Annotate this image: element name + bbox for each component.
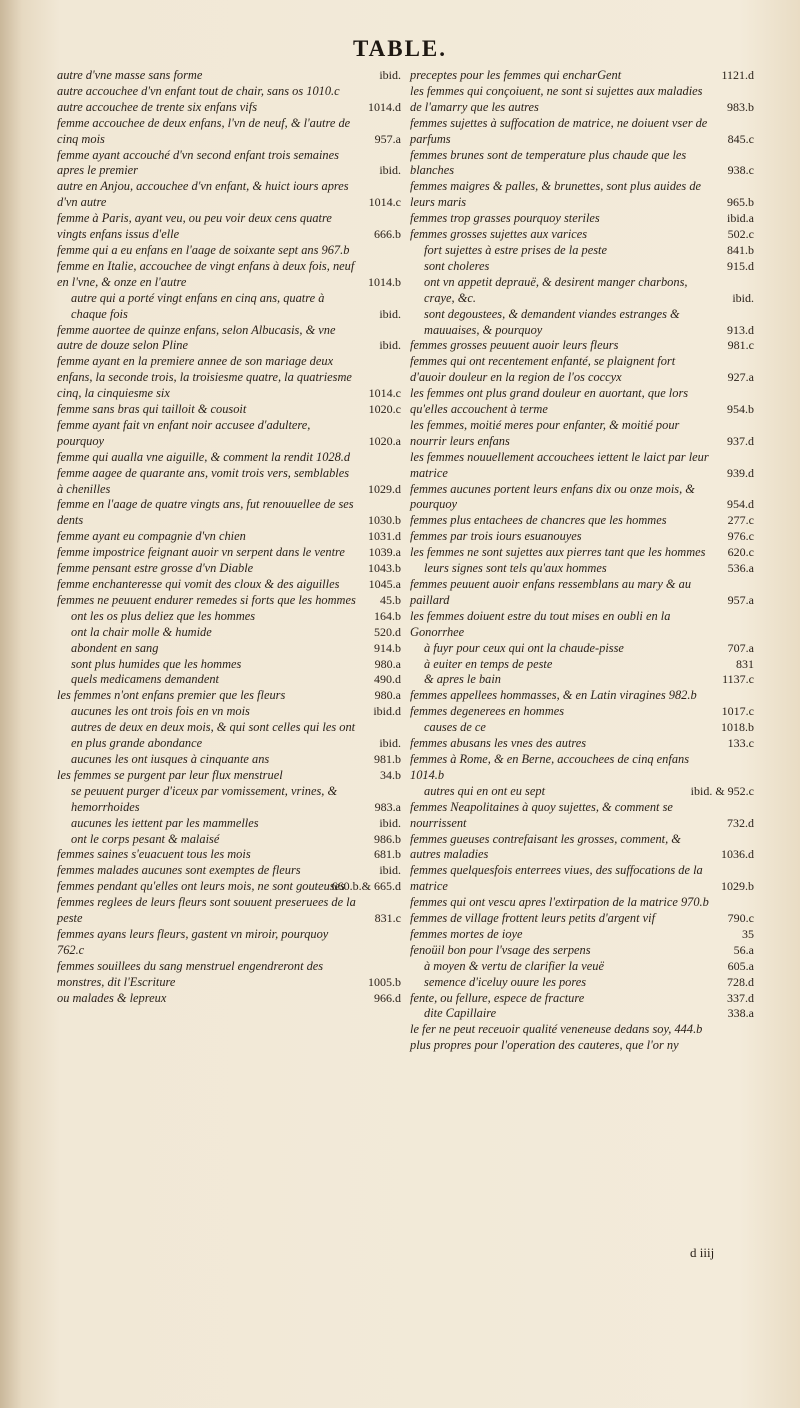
index-entry-text: aucunes les iettent par les mammelles (71, 815, 259, 830)
index-entry (57, 768, 405, 784)
page-reference: 35 (742, 926, 754, 941)
page-reference: ibid.d (373, 704, 401, 719)
page-reference: 133.c (727, 736, 754, 751)
index-entry (57, 784, 405, 816)
index-entry (410, 116, 758, 148)
page-reference: 732.d (727, 815, 754, 830)
index-entry-text: à euiter en temps de peste (424, 656, 553, 671)
index-entry-text: ou malades & lepreux (57, 990, 167, 1005)
index-entry-text: femme impostrice feignant auoir vn serpent dans le ventre (57, 545, 345, 560)
index-entry-text: femme accouchee de deux enfans, l'vn de neuf, & l'autre de cinq mois (57, 115, 351, 146)
page-reference: 957.a (374, 131, 401, 146)
index-entry-text: fente, ou fellure, espece de fracture (410, 990, 585, 1005)
index-entry-text: femmes abusans les vnes des autres (410, 736, 587, 751)
left-column (57, 68, 405, 1006)
index-entry (410, 68, 758, 84)
index-entry (57, 148, 405, 180)
index-entry-text: le fer ne peut receuoir qualité veneneuse dedans soy, 444.b (410, 1022, 703, 1037)
index-entry (57, 545, 405, 561)
index-entry-text: plus propres pour l'operation des cauteres, que l'or ny (410, 1038, 679, 1053)
index-entry (410, 672, 758, 688)
index-entry (410, 259, 758, 275)
index-entry-text: femmes qui ont recentement enfanté, se plaignent fort d'auoir douleur en la region de l'os coccyx (410, 354, 676, 385)
page-reference: 1020.c (368, 402, 401, 417)
page-reference: 164.b (374, 608, 401, 623)
page-reference: 841.b (727, 242, 754, 257)
index-entry (57, 879, 405, 895)
index-entry-text: femmes par trois iours esuanouyes (410, 529, 582, 544)
page-reference: 707.a (727, 640, 754, 655)
page-reference: 1030.b (368, 513, 401, 528)
index-entry-text: aucunes les ont trois fois en vn mois (71, 704, 250, 719)
index-entry (410, 386, 758, 418)
index-entry (410, 179, 758, 211)
index-entry (57, 179, 405, 211)
index-entry (410, 1022, 758, 1038)
page-reference: 954.d (727, 497, 754, 512)
index-entry (57, 561, 405, 577)
index-entry-text: ont les os plus deliez que les hommes (71, 608, 256, 623)
index-entry-text: femme pensant estre grosse d'vn Diable (57, 561, 254, 576)
index-entry (57, 672, 405, 688)
page-reference: 831.c (374, 911, 401, 926)
index-entry-text: femmes appellees hommasses, & en Latin viragines 982.b (410, 688, 697, 703)
page-reference: ibid. & 952.c (690, 783, 754, 798)
page-reference: 980.a (374, 688, 401, 703)
index-entry-text: femme en Italie, accouchee de vingt enfans à deux fois, neuf en l'vne, & onze en l'autre (57, 258, 355, 289)
index-entry (57, 752, 405, 768)
index-entry-text: femmes sujettes à suffocation de matrice, ne doiuent vser de parfums (410, 115, 708, 146)
index-entry (57, 116, 405, 148)
page-reference: 1137.c (722, 672, 754, 687)
index-entry (57, 895, 405, 927)
page-reference: 938.c (727, 163, 754, 178)
index-entry (410, 482, 758, 514)
index-entry-text: autre qui a porté vingt enfans en cinq ans, quatre à chaque fois (71, 290, 325, 321)
index-entry-text: femmes maigres & palles, & brunettes, sont plus auides de leurs maris (410, 179, 702, 210)
index-entry-text: se peuuent purger d'iceux par vomissement, vrines, & hemorrhoides (71, 783, 338, 814)
index-entry-text: femme ayant eu compagnie d'vn chien (57, 529, 246, 544)
index-entry (57, 291, 405, 323)
page-reference: 56.a (733, 942, 754, 957)
index-entry-text: les femmes ne sont sujettes aux pierres tant que les hommes (410, 545, 706, 560)
index-entry (410, 275, 758, 307)
index-entry (410, 895, 758, 911)
page-reference: ibid.a (727, 211, 754, 226)
index-entry-text: femmes pendant qu'elles ont leurs mois, ne sont gouteuses (57, 879, 345, 894)
index-entry-text: femmes grosses sujettes aux varices (410, 227, 588, 242)
page-reference: 957.a (727, 592, 754, 607)
index-entry-text: aucunes les ont iusques à cinquante ans (71, 751, 270, 766)
index-entry-text: autre en Anjou, accouchee d'vn enfant, & huict iours apres d'vn autre (57, 179, 349, 210)
index-entry (57, 466, 405, 498)
index-entry (57, 84, 405, 100)
index-entry (410, 450, 758, 482)
page-reference: 277.c (727, 513, 754, 528)
index-entry-text: les femmes n'ont enfans premier que les fleurs (57, 688, 286, 703)
signature-mark: d iiij (690, 1245, 715, 1260)
index-entry (57, 657, 405, 673)
index-entry-text: autre d'vne masse sans forme (57, 68, 203, 82)
page-reference: 1014.c (368, 386, 401, 401)
index-entry (410, 959, 758, 975)
index-entry-text: femme ayant accouché d'vn second enfant trois semaines apres le premier (57, 147, 339, 178)
index-entry (57, 402, 405, 418)
page-reference: 831 (736, 656, 754, 671)
index-entry (410, 529, 758, 545)
index-entry (410, 641, 758, 657)
index-entry (57, 927, 405, 959)
page-reference: 520.d (374, 624, 401, 639)
index-entry (410, 863, 758, 895)
page-reference: 1017.c (721, 704, 754, 719)
index-entry-text: les femmes qui conçoiuent, ne sont si sujettes aux maladies de l'amarry que les autres (410, 83, 703, 114)
index-entry (410, 975, 758, 991)
page-reference: 1029.d (368, 481, 401, 496)
page-reference: 34.b (380, 767, 401, 782)
index-entry (410, 545, 758, 561)
index-entry (410, 609, 758, 641)
page-reference: ibid. (379, 863, 401, 878)
index-entry (57, 704, 405, 720)
index-entry-text: femmes mortes de ioye (410, 926, 523, 941)
page-reference: 620.c (727, 545, 754, 560)
index-entry-text: sont degoustees, & demandent viandes estranges & mauuaises, & pourquoy (424, 306, 680, 337)
index-entry (57, 323, 405, 355)
index-entry-text: femmes reglees de leurs fleurs sont souuent preseruees de la peste (57, 895, 356, 926)
index-entry (410, 513, 758, 529)
index-entry-text: femme en l'aage de quatre vingts ans, fut renouuellee de ses dents (57, 497, 354, 528)
page-reference: 986.b (374, 831, 401, 846)
index-entry (410, 943, 758, 959)
page-reference: 666.b (374, 227, 401, 242)
page-reference: 913.d (727, 322, 754, 337)
page-reference: 1005.b (368, 974, 401, 989)
page-reference: 981.c (727, 338, 754, 353)
index-entry (410, 832, 758, 864)
page-reference: 983.a (374, 799, 401, 814)
page-reference: 1045.a (368, 577, 401, 591)
index-entry-text: ont vn appetit deprauë, & desirent manger charbons, craye, &c. (424, 274, 688, 305)
page-reference: ibid. (379, 163, 401, 178)
index-entry-text: femmes à Rome, & en Berne, accouchees de cinq enfans 1014.b (410, 751, 690, 782)
index-entry (57, 688, 405, 704)
index-entry-text: femme auortee de quinze enfans, selon Albucasis, & vne autre de douze selon Pline (57, 322, 336, 353)
index-entry-text: femmes degenerees en hommes (410, 704, 565, 719)
page-reference: 605.a (727, 958, 754, 973)
index-entry (410, 720, 758, 736)
index-entry-text: semence d'iceluy ouure les pores (424, 974, 587, 989)
index-entry-text: femmes aucunes portent leurs enfans dix ou onze mois, & pourquoy (410, 481, 695, 512)
page-reference: 1018.b (721, 720, 754, 735)
index-entry-text: femmes grosses peuuent auoir leurs fleurs (410, 338, 619, 353)
index-entry-text: à fuyr pour ceux qui ont la chaude-pisse (424, 640, 624, 655)
index-entry-text: leurs signes sont tels qu'aux hommes (424, 561, 607, 576)
index-entry (57, 609, 405, 625)
index-entry (57, 832, 405, 848)
page-reference: 976.c (727, 529, 754, 544)
index-entry (410, 927, 758, 943)
page-reference: 1014.d (368, 99, 401, 114)
page-reference: 981.b (374, 751, 401, 766)
page-reference: 915.d (727, 258, 754, 273)
index-entry-text: fenoüil bon pour l'vsage des serpens (410, 942, 591, 957)
page-reference: ibid. (379, 306, 401, 321)
index-entry-text: femme ayant en la premiere annee de son mariage deux enfans, la seconde trois, la troisiesme quatre, la quatriesme cinq, la cinquiesme six (57, 354, 352, 401)
page-reference: 939.d (727, 465, 754, 480)
right-column (410, 68, 758, 1054)
page-reference: 927.a (727, 370, 754, 385)
page-header-title: TABLE. (352, 36, 448, 61)
index-entry (57, 641, 405, 657)
page-reference: 337.d (727, 990, 754, 1005)
index-entry (410, 307, 758, 339)
index-entry-text: preceptes pour les femmes qui encharGent (410, 68, 622, 82)
index-entry-text: femmes brunes sont de temperature plus chaude que les blanches (410, 147, 687, 178)
index-entry-text: femmes ayans leurs fleurs, gastent vn miroir, pourquoy 762.c (57, 926, 329, 957)
index-entry (410, 1038, 758, 1054)
index-entry-text: femme qui aualla vne aiguille, & comment la rendit 1028.d (57, 449, 351, 464)
index-entry (57, 497, 405, 529)
index-entry (57, 816, 405, 832)
index-entry-text: femmes saines s'euacuent tous les mois (57, 847, 251, 862)
index-entry (57, 625, 405, 641)
index-entry-text: quels medicamens demandent (71, 672, 219, 687)
index-entry (410, 354, 758, 386)
index-entry (57, 720, 405, 752)
index-entry-text: autre accouchee de trente six enfans vifs (57, 99, 258, 114)
index-entry-text: les femmes doiuent estre du tout mises en oubli en la Gonorrhee (410, 608, 671, 639)
page-reference: 1121.d (721, 68, 754, 82)
index-entry-text: autre accouchee d'vn enfant tout de chair, sans os 1010.c (57, 83, 340, 98)
index-entry-text: femmes Neapolitaines à quoy sujettes, & comment se nourrissent (410, 799, 673, 830)
index-entry-text: femmes de village frottent leurs petits d'argent vif (410, 911, 656, 926)
index-entry (57, 211, 405, 243)
page-reference: 937.d (727, 433, 754, 448)
index-entry-text: à moyen & vertu de clarifier la veuë (424, 958, 604, 973)
index-entry (410, 991, 758, 1007)
index-entry (410, 243, 758, 259)
page-reference: 536.a (727, 561, 754, 576)
index-entry-text: causes de ce (424, 720, 486, 735)
index-entry-text: les femmes, moitié meres pour enfanter, & moitié pour nourrir leurs enfans (410, 417, 680, 448)
page-reference: 914.b (374, 640, 401, 655)
index-entry-text: femmes ne peuuent endurer remedes si forts que les hommes (57, 592, 356, 607)
page-reference: 966.d (374, 990, 401, 1005)
index-entry-text: les femmes nouuellement accouchees iettent le laict par leur matrice (410, 449, 709, 480)
index-entry (57, 243, 405, 259)
index-entry (57, 354, 405, 402)
page-reference: 954.b (727, 402, 754, 417)
page-reference: 845.c (727, 131, 754, 146)
index-entry-text: dite Capillaire (424, 1006, 497, 1021)
index-entry-text: femme à Paris, ayant veu, ou peu voir deux cens quatre vingts enfans issus d'elle (57, 211, 332, 242)
index-entry-text: autres de deux en deux mois, & qui sont celles qui les ont en plus grande abondance (71, 720, 356, 751)
index-entry (410, 784, 758, 800)
page-reference: 965.b (727, 195, 754, 210)
index-entry (57, 577, 405, 593)
index-entry (57, 959, 405, 991)
page-reference: 502.c (727, 227, 754, 242)
index-entry (410, 211, 758, 227)
index-entry (57, 529, 405, 545)
page-reference: ibid. (379, 338, 401, 353)
index-entry-text: femmes qui ont vescu apres l'extirpation de la matrice 970.b (410, 895, 709, 910)
page-reference: ibid. (732, 290, 754, 305)
page-reference: 681.b (374, 847, 401, 862)
page-reference: 728.d (727, 974, 754, 989)
index-entry (57, 863, 405, 879)
index-entry-text: les femmes ont plus grand douleur en auortant, que lors qu'elles accouchent à terme (410, 386, 689, 417)
page-reference: 660.b.& 665.d (331, 879, 401, 894)
page-reference: ibid. (379, 68, 401, 82)
page-reference: 1014.c (368, 195, 401, 210)
index-entry-text: femmes trop grasses pourquoy steriles (410, 211, 600, 226)
page-reference: 790.c (727, 911, 754, 926)
index-entry (410, 736, 758, 752)
index-entry (410, 800, 758, 832)
index-entry (57, 593, 405, 609)
index-entry (410, 688, 758, 704)
index-entry-text: ont le corps pesant & malaisé (71, 831, 220, 846)
index-entry (410, 84, 758, 116)
index-entry (57, 847, 405, 863)
index-entry-text: femmes malades aucunes sont exemptes de fleurs (57, 863, 301, 878)
index-entry-text: & apres le bain (424, 672, 501, 687)
index-entry (410, 148, 758, 180)
index-entry (57, 450, 405, 466)
index-entry-text: abondent en sang (71, 640, 159, 655)
index-entry (410, 577, 758, 609)
index-entry (57, 259, 405, 291)
page-reference: ibid. (379, 736, 401, 751)
index-entry-text: autres qui en ont eu sept (424, 783, 546, 798)
page-reference: 1043.b (368, 561, 401, 576)
index-entry-text: ont la chair molle & humide (71, 624, 212, 639)
page-reference: 1014.b (368, 274, 401, 289)
index-entry (410, 911, 758, 927)
index-entry-text: les femmes se purgent par leur flux menstruel (57, 767, 283, 782)
index-entry (410, 561, 758, 577)
page-reference: 1029.b (721, 879, 754, 894)
page-reference: 1036.d (721, 847, 754, 862)
index-entry (57, 418, 405, 450)
page-reference: ibid. (379, 815, 401, 830)
index-entry (410, 418, 758, 450)
index-entry (410, 338, 758, 354)
index-entry-text: femmes gueuses contrefaisant les grosses, comment, & autres maladies (410, 831, 681, 862)
page-reference: 338.a (727, 1006, 754, 1021)
index-entry (57, 991, 405, 1007)
index-entry-text: femmes quelquesfois enterrees viues, des suffocations de la matrice (410, 863, 703, 894)
page-reference: 45.b (380, 592, 401, 607)
index-entry-text: femme aagee de quarante ans, vomit trois vers, semblables à chenilles (57, 465, 350, 496)
index-entry-text: sont plus humides que les hommes (71, 656, 242, 671)
index-entry (57, 100, 405, 116)
page-reference: 1031.d (368, 529, 401, 544)
index-entry (410, 752, 758, 784)
page-reference: 1020.a (368, 433, 401, 448)
index-entry-text: femme enchanteresse qui vomit des cloux & des aiguilles (57, 577, 340, 591)
index-entry (57, 68, 405, 84)
index-entry-text: femme qui a eu enfans en l'aage de soixante sept ans 967.b (57, 242, 350, 257)
index-entry-text: sont choleres (424, 258, 490, 273)
page-reference: 1039.a (368, 545, 401, 560)
page-reference: 980.a (374, 656, 401, 671)
page-reference: 490.d (374, 672, 401, 687)
index-entry (410, 227, 758, 243)
index-entry-text: femme ayant fait vn enfant noir accusee d'adultere, pourquoy (57, 417, 311, 448)
index-entry (410, 704, 758, 720)
page-reference: 983.b (727, 99, 754, 114)
index-entry-text: femmes peuuent auoir enfans ressemblans au mary & au paillard (410, 577, 692, 607)
index-entry-text: femmes souillees du sang menstruel engendreront des monstres, dit l'Escriture (57, 958, 324, 989)
index-entry (410, 1006, 758, 1022)
index-entry-text: femme sans bras qui tailloit & cousoit (57, 402, 247, 417)
index-entry (410, 657, 758, 673)
index-entry-text: fort sujettes à estre prises de la peste (424, 242, 607, 257)
index-entry-text: femmes plus entachees de chancres que les hommes (410, 513, 667, 528)
